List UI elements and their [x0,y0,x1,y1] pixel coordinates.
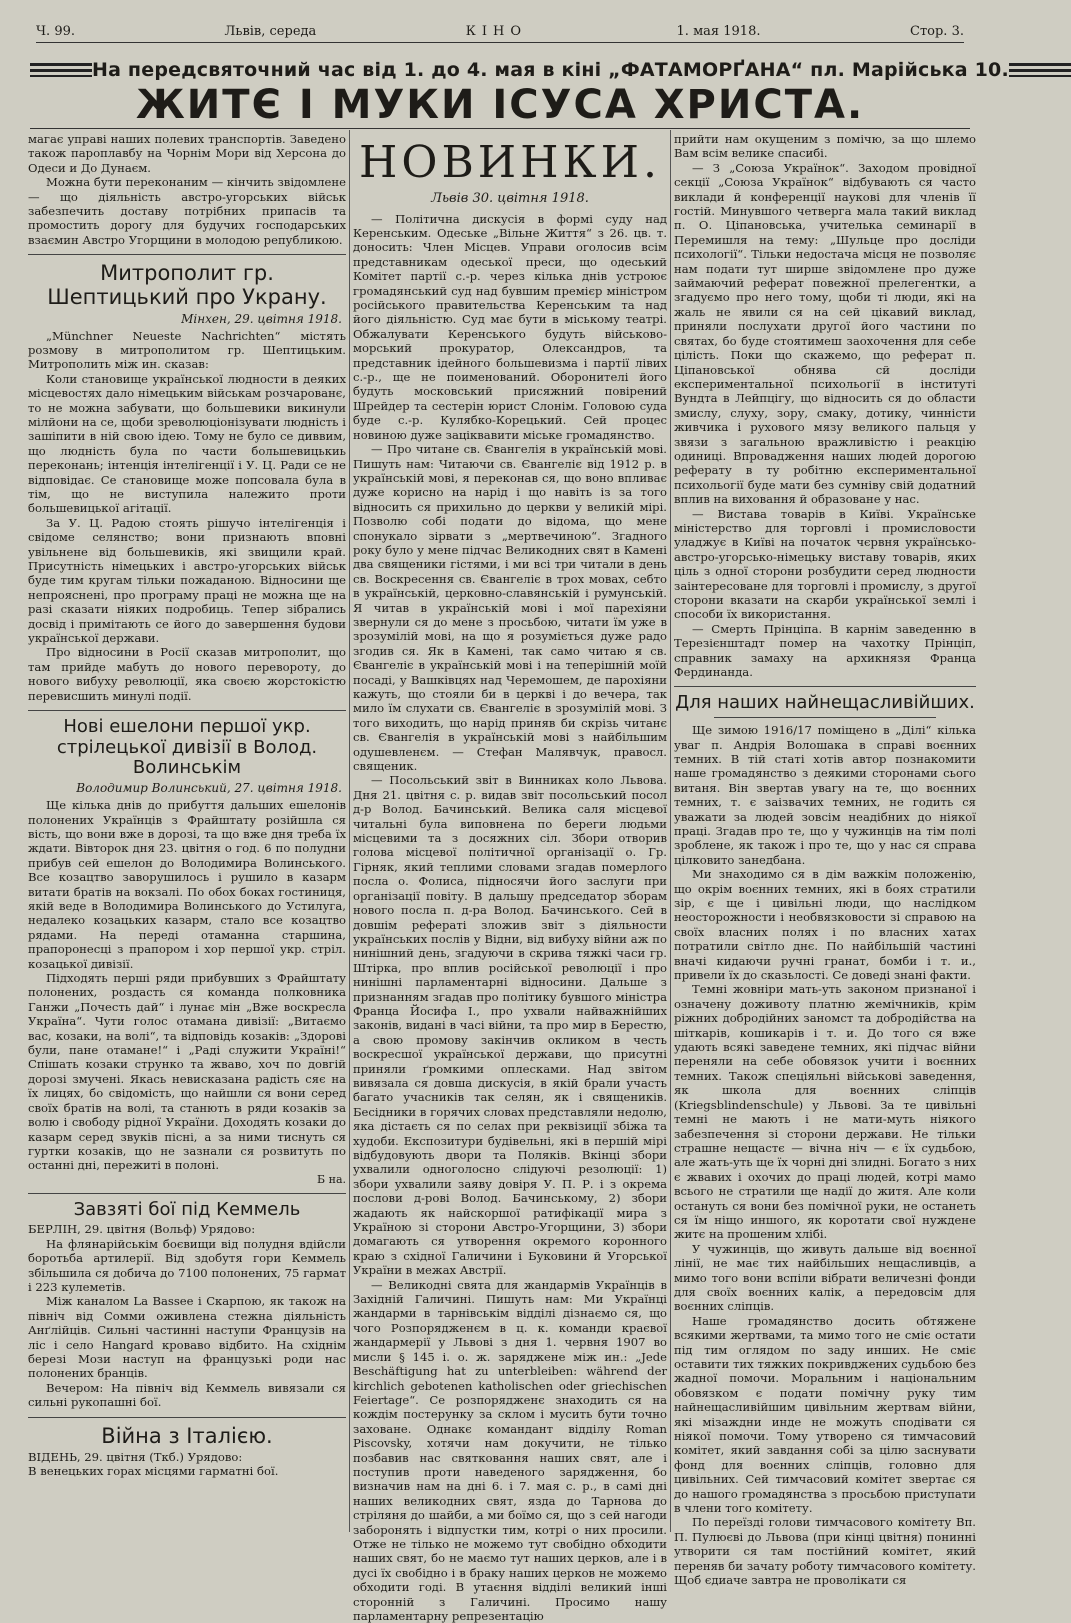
article-text: Можна бути переконаним — кінчить звідомлене — що діяльність австро-угорських військ забезпечить доставу потрібних припасів та промостить дорогу для будучих господарських взаємин Австро Угорщини в молодою републикою. [28,175,346,247]
dateline: Львів 30. цвітня 1918. [431,190,589,206]
cinema-ad-text: На передсвяточний час від 1. до 4. мая в кіні „ФАТАМОРҐАНА“ пл. Марійська 10. [92,59,1009,81]
column-right [674,132,976,1588]
headline-italia: Війна з Італією. [101,1423,273,1448]
dateline: Володимир Волинський, 27. цвітня 1918. [76,781,342,796]
article-text: Наше громадянство досить обтяжене всякими жертвами, та мимо того не сміє остати під тим оглядом по заду инших. Не сміє оставити тих тяжких покривджених судьбою без жадної помочи. Моральним і національним обовязком є подати помічну руку тим найнещасливійшим цивільним жертвам війни, які мізаждни инде не можуть сподівати ся ніякої помочи. Тому утворено ся тимчасовий комітет, який завдання собі за цілю заснувати фонд для воєнних сліпців, головно для цивільних. Сей тимчасовий комітет звертає ся до нашого громадянства з просьбою приступати в члени того комітету. [674,1313,976,1516]
article-text: У чужинців, що живуть дальше від воєнної лінії, не має тих найбільших нещасливців, а мимо того вони вспіли вібрати величезні фонди для своїх воєнних калік, а передовсім для воєнних сліпців. [674,1241,976,1314]
decorative-bars-left [30,63,92,77]
article-text: БЕРЛІН, 29. цвітня (Вольф) Урядово: [28,1222,256,1237]
column-divider [349,130,350,1532]
decorative-bars-right [1009,63,1071,77]
article-text: ВІДЕНЬ, 29. цвітня (Ткб.) Урядово: [28,1449,243,1464]
article-separator [28,1417,346,1418]
cinema-ad-line [30,56,1009,84]
article-text: Коли становище української людности в деяких місцевостях дало німецьким військам розчарованє, то не можна забувати, що большевики викинули мілйони на се, щоби зреволюціонізувати людність і зашіпити в ній свою ідею. Тому не було се диввим, що людність була по части большевицькиь переконань; інтенція інтелігенції і У. Ц. Ради се не відповідає. Се становище може попсовала була в тім, що не виступила належито проти большевицької агітації. [28,371,346,516]
article-text: прийти нам окущеним з помічю, за що шлемо Вам всім велике спасибі. [674,132,976,161]
article-separator [674,686,976,687]
issue-number: Ч. 99. [36,23,75,39]
article-text: За У. Ц. Радою стоять рішучо інтелігенція і свідоме селянство; вони признають вповні увільнене від большевиків, які звищили край. Присутність німецьких і австро-угорських військ буде тим кругам тільки пожаданою. Відносини ще непрояснені, про програму праці не можна ще на разі сказати ніяких подробиць. Тепер зібрались досвід і примітають се його до завершення будови української держави. [28,515,346,646]
news-item: — Посольський звіт в Винниках коло Львова. Дня 21. цвітня с. р. видав звіт посольський посол д-р Волод. Бачинський. Велика саля місцевої читальні була виповнена по береги людьми місцевими та з досяжних сіл. Збори отворив голова місцевої політичної організації о. Гр. Гірняк, який теплими словами згадав померлого посла о. Фолиса, підносячи його заслуги при організації повіту. В дальшу председатор зборам нового посла п. д-ра Волод. Бачинського. Сей в довшім рефераті зложив звіт з діяльности українських послів у Відни, від вибуху війни аж по нинішний день, згадуючи в скрива тяжкі часи гр. Штірка, про вплив російської революції і про нинішні парламентарні відносини. Дальше з признанням згадав про політику бувшого міністра Франца Йосифа І., про ухвали найважнійших законів, видані в часі війни, та про мир в Берестю, а свою промову закінчив окликом в честь воскресшої української держави, що присутні приняли ґромкими оплесками. Над звітом вивязала ся довша дискусія, в якій брали участь багато учасників так селян, як і священиків. Бесідники в горячих словах представляли недолю, яка дістаєть ся по селах при реквізиції збіжа та худоби. Експозитури будівельні, які в першій мірі відбудовують двори та Поляків. Вкінці збори ухвалили одноголосно слідуючі резолюції: 1) збори ухвалили заяву довіря У. П. Р. і з окрема послови д-рові Волод. Бачинському, 2) збори жадають як найскоршої ратифікації мира з Україною зі сторони Австро-Угорщини, 3) збори домагають ся утворення окремого коронного краю з східної Галичини і Буковини й Угорської України в межах Австрії. [353,773,667,1278]
article-text: Підходять перші ряди прибувших з Фрайштату полонених, роздасть ся команда полковника Ганжи „Почесть дай“ і лунає мін „Вже воскресла Україна“. Чути голос отамана дивізії: „Витаємо вас, козаки, на волі“, та відповідь козаків: „Здорові були, пане отамане!“ і „Раді служити Україні!“ Спішать козаки струнко та жваво, хоч по довгій дорозі змучені. Якась невисказана радість сяє на їх лицях, бо свідомість, що найшли ся вони серед своїх братів на волі, та станють в ряди козаків за волю і свободу рідної України. Доходять козаки до казарм серед звуків пісні, а за ними тиснуть ся гуртки козаків, що не зазнали ся розвитуть по останні дні, пережиті в полоні. [28,971,346,1173]
article-text: На флянарійськім боєвищи від полудня вдійсли боротьба артилерії. Від здобутя гори Кеммель збільшила ся добича до 7100 полонених, 75 гармат і 223 кулеметів. [28,1236,346,1295]
article-text: Вечером: На північ від Кеммель вивязали ся сильні рукопашні бої. [28,1380,346,1410]
column-divider [670,130,671,1532]
signature: Б на. [317,1172,346,1186]
article-text: Темні жовніри мать-уть законом признаної і означену доживоту платню жемічників, крім ріжних добродійних заномст та добродійства на шіткарів, кошикарів і т. и. До того ся вже удають всякі заведене темних, які підчас війни переняли на себе обовязок учити і воєнних темних. Також спеціяльні військові заведення, як школа для воєнних сліпців (Kriegsblindenschule) у Львові. За те цивільні темні не мають і не мати-муть ніякого забезпечення зі сторони держави. Не тільки страшне нещастє — вічна ніч — є їх судьбою, але жать-уть ще їх чорні дні злидні. Богато з них є жвавих і охочих до праці людей, котрі мамо всього не стратили ще надії до житя. Але коли остануть ся вони без помічної руки, не останеть ся їм ніщо иншого, як коротати свої нуждене житє на прошеним хлібі. [674,982,976,1242]
news-item: — Політична дискусія в формі суду над Керенським. Одеське „Вільне Життя“ з 26. цв. т. доносить: Член Місцев. Управи оголосив всім представникам одеської преси, що одеський Комітет партії с.-р. через кілька днів устроює громадянський суд над бувшим премієр міністром російського правительства Керенським та над його діяльністю. Суд має бути в міському театрі. Обжалувати Керенського будуть військово-морський прокуратор, Олександров, та представник ідейного большевизма і партії лівих с.-р., ще не поименований. Оборонителі його будуть московський присяжний повірений Шрейдер та сестерін юрист Слонім. Головою суда буде с.-р. Кулябко-Корецький. Сей процес новиною дуже заціквавити міське громадянство. [353,211,667,442]
article-text: По переїзді голови тимчасового комітету Вп. П. Пулюєві до Львова (при кінці цвітня) понинні утворити ся там постійний комітет, який переняв би зачату роботу тимчасового комітету. Щоб єдиаче завтра не проволікати ся [674,1515,976,1588]
article-text: Ми знаходимо ся в дім важкім положенію, що окрім воєнних темних, які в боях стратили зір, є ще і цивільні люди, що наслідком неосторожности і необвязковости зі справою на своїх власних полях і по власних хатах потратили світло днє. По найбільшій частині вначі кидаючи ручні гранат, бомби і т. и., привели їх до сказьлості. Се доведі знані факти. [674,867,976,983]
news-item: — Великодні свята для жандармів Українців в Західній Галичині. Пишуть нам: Ми Українці жандарми в тарнівськім відділі дізнаємо ся, що чого Розпорядженєм в ц. к. команди краєвої жандармерії у Львові з дня 1. червня 1907 во мисли § 145 і. о. ж. заряджене між ин.: „Jede Beschäftigung hat zu unterbleiben: während der kirchlich gebotenen katholischen oder griechischen Feiertage“. Се розпорядженє знаходить ся на кождім постерунку за склом і мусить бути точно заховане. Однакє командант відділу Roman Piscovsky, хотячи нам докучити, не тілько позбавив нас святковання наших свят, але і поступив проти наведеного зарядження, бо визначив нам на дні 6. і 7. мая с. р., в самі дні наших великодних свят, язда до Тарнова до стріляня до шайби, а ми боїмо ся, що з сей нагоди заборонять і відпустки тим, котрі о них просили. Отже не тілько не можемо тут свобідно обходити наших свят, бо не маємо тут наших церков, але і в дусі їх свобідно і в браку наших церков не можемо обходити годі. В утаєння відділі великий інші сторонній з Галичині. Просимо нашу парламентарну репрезентацію [353,1277,667,1623]
page-number: Стор. 3. [910,23,964,39]
place-day: Львів, середа [224,23,317,39]
headline-metropolit: Митрополит гр. Шептицький про Украну. [47,261,327,310]
news-item: — Виставa товарів в Київі. Українське міністерство для торговлі і промисловости уладжує в Київі на початок чєрвня українсько-австро-угорсько-німецьку виставу товарів, яких ціль з одної сторони розбудити серед людности заінтересоване для торговлі і промислу, з другої сторони вказати на скарби української землі і способи їх використання. [674,506,976,622]
article-text: Ще кілька днів до прибуття дальших ешелонів полонених Українців з Фрайштату розійшла ся вість, що вони вже в дорозі, та що вже дня треба їх ждати. Вівторок дня 23. цвітня о год. 6 по полудни прибув сей ешелон до Володимира Волинського. Все козацтво заворушилось і рушило в казарм витати братів на вокзалі. По обох боках гостиниця, якій веде в Володимира Волинського до Устилуга, недалеко козацьких казарм, стало все козацтво рядами. На переді отаманна старшина, прапоронесці з прапором і хор першої укр. стріл. козацької дивізії. [28,798,346,971]
headline-eshelony: Нові ешелони першої укр. стрілецької дивізії в Волод. Волинськім [56,716,318,779]
dateline: Мінхен, 29. цвітня 1918. [181,311,342,326]
news-item: — Смерть Прінціпа. В карнім заведенню в Терезієнштадт помер на чахотку Прінціп, справник замаху на архикнязя Франца Фердинанда. [674,621,976,680]
article-text: В венецьких горах місцями гарматні бої. [28,1464,279,1479]
section-title-novynky: НОВИНКИ. [359,137,661,188]
article-text: Ще зимою 1916/17 поміщено в „Ділі“ кілька уваг п. Андрія Волошака в справі воєнних темних. В тій статі хотів автор познакомити наше громадянство з деякими сторонами сього витаня. Він звертав увагу на те, що воєнних темних, т. є заізвачих темних, не годить ся уважати за людей зовсім неадібних до ніякої праці. Згадав про те, що у чужинців на тім полі зроблене, як також і про те, що у нас ся справа цілковито занедбана. [674,723,976,867]
news-item: — Про читане св. Євангелія в українській мові. Пишуть нам: Читаючи св. Євангеліє від 1912 р. в українській мові, я переконав ся, що воно впливає дуже корисно на нарід і що навіть із за того відносить ся прихильно до церкви у великій мірі. Позволю собі подати до відома, що мене спонукало зірвати з „мертвечиною“. Згадного року було у мене підчас Великодних свят в Камені два священики гістями, і ми всі три читали в день св. Воскресення св. Євангеліє в трох мовах, себто в українській, церковно-славянській і румунській. Я читав в українській мові і мої парехіяни звернули ся до мене з просьбою, читати їм уже в зрозумілій мові, на що я розуміється дуже радо згодив ся. Як в Камені, так само читаю я св. Євангеліє в українській мові і на теперішній моїй посаді, у Вашківцях над Черемошем, де парохіяни кажуть, що стояли би в церкві і до вечера, так мило їм слухати св. Євангеліє в зрозумілій мові. З того виходить, що нарід приняв би скрізь читанє св. Євангелія в українській мові з найбільшим одушевленєм. — Стефан Малявчук, правосл. священик. [353,442,667,774]
column-left [28,132,346,1532]
headline-najneshchasl: Для наших найнещасливійших. [675,692,975,714]
news-item: — З „Союза Українок“. Заходом провідної секції „Союза Українок“ відбувають ся часто виклади й конференції наукові для членів її гостій. Минувшого четверга мала такий виклад п. О. Ціпановська, учителька семинарії в Перемишля на тему: „Шульце про досліди психології“. Тільки недостача місця не позволяє нам подати тут ширше звідомлене про дуже займаючий реферат повежної прелегентки, а згадуємо про него тому, щоби ті люди, які на жаль не явили ся на сей цікавий виклад, приняли послухати другої його частини по святах, бо буде стоятимеш заохочення для себе цілість. Поки що скажемо, що реферат п. Ціпановської обнява сй досліди експериментальної психольогії в інституті Вундта в Лейпцігу, що відносить ся до области змислу, слуху, зору, смаку, дотику, чинністи живчика і рухового мязу великого пальця у звязи з загальною вражливістю і реакцію одиниці. Впровадження наших людей дорогою реферату в ту робітню експериментальної психольогії буде мати без сумніву свій додатний вплив на виховання й образоване у нас. [674,160,976,507]
article-separator [714,717,936,718]
issue-date: 1. мая 1918. [676,23,761,39]
article-text: „Münchner Neueste Nachrichten“ містять розмову в митрополитом гр. Шептицьким. Митрополить між ин. сказав: [28,328,346,372]
column-middle [353,132,667,1623]
page-header [36,20,964,43]
headline-kemmel: Завзяті бої під Кеммель [73,1198,301,1220]
article-separator [28,254,346,255]
article-separator [28,1193,346,1194]
header-rule [30,128,970,129]
article-text: Між каналом La Bassee і Скарпою, як також на північ від Сомми оживлена стежна діяльність Анґлійців. Сильні частинні наступи Французів на ліс і село Hangard кроваво відбито. На східнім березі Мози наступ на французькі роди нас полонених бранців. [28,1294,346,1381]
cinema-ad-title: ЖИТЄ І МУКИ ІСУСА ХРИСТА. [135,82,865,128]
article-separator [28,710,346,711]
section-name: КІНО [465,23,527,39]
article-text: магає управі наших полевих транспортів. Заведено також пароплавбу на Чорнім Мори від Херсона до Одеси и До Дунаєм. [28,132,346,175]
article-text: Про відносини в Росії сказав митрополит, що там прийде мабуть до нового перевороту, до нового вибуху революції, яка своєю жорстокістю перевисшить минулі події. [28,645,346,703]
